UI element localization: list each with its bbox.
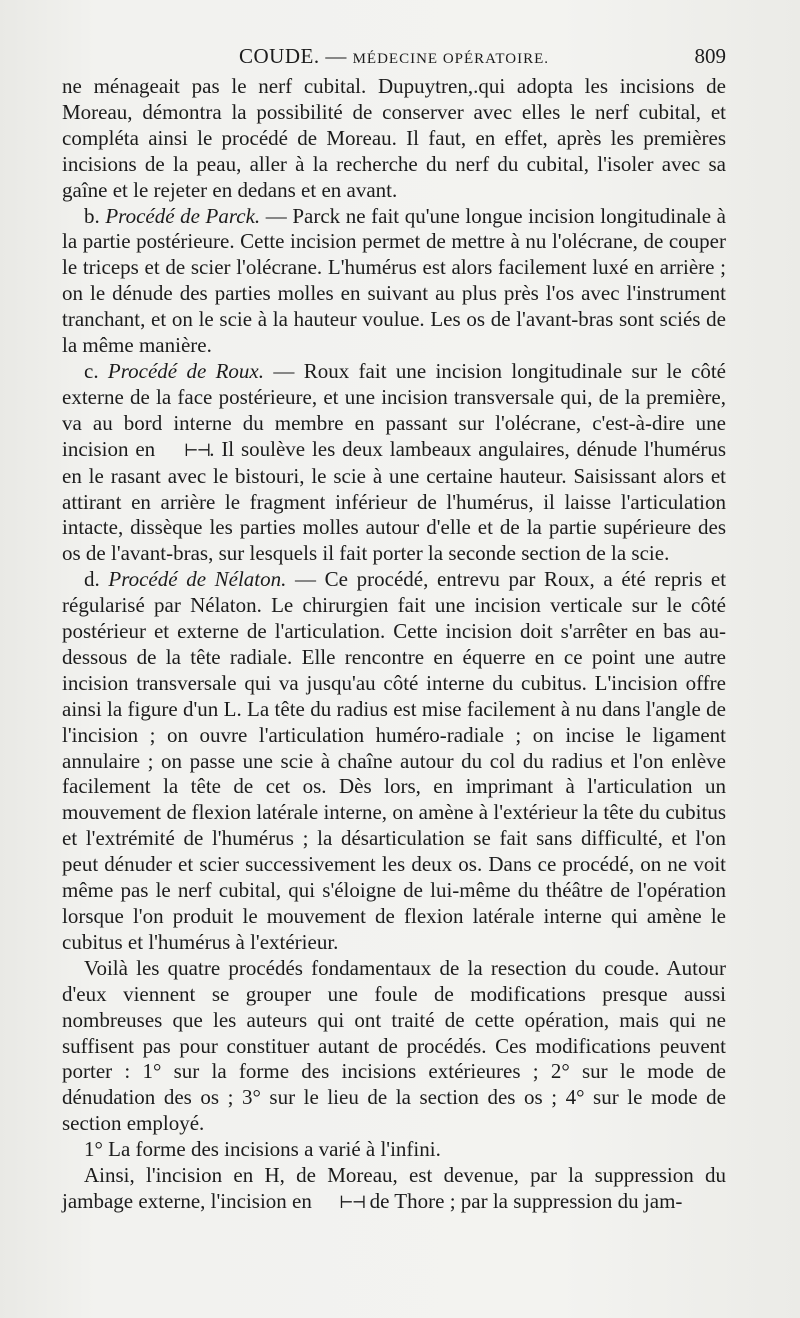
paragraph-lead: b. [84,203,100,228]
paragraph-text: Voilà les quatre procédés fondamentaux de la resection du coude. Autour d'eux viennent se grouper une foule de modifications presque aussi nombreuses que les auteurs qui ont traité de cette opération, mais qui ne suffisent pas pour constituer autant de procédés. Ces modifications peuvent porter : 1° sur la forme des incisions extérieures ; 2° sur le mode de dénudation des os ; 3° sur le lieu de la section des os ; 4° sur le mode de section employé. [62,955,726,1136]
paragraph-text: 1° La forme des incisions a varié à l'infini. [84,1137,441,1162]
paragraph-procede-nelaton [62,567,726,956]
paragraph-lead: c. [84,358,99,383]
paragraph-procede-roux [62,359,726,567]
body-text [62,74,726,1216]
running-title [62,44,726,69]
paragraph-text: ne ménageait pas le nerf cubital. Dupuytren,.qui adopta les incisions de Moreau, démontra la possibilité de conserver avec elles le nerf cubital, et compléta ainsi le procédé de Moreau. Il faut, en effet, après les premières incisions de la peau, aller à la recherche du nerf du cubital, l'isoler avec sa gaîne et le rejeter en dedans et en avant. [62,74,726,202]
paragraph-text: . Il soulève les deux lambeaux angulaires, dénude l'humérus en le rasant avec le bistouri, le scie à une certaine hauteur. Saisissant alors et attirant en arrière le fragment inférieur de l'humérus, il laisse l'articulation intacte, dissèque les parties molles autour d'elle et de la partie supérieure des os de l'avant-bras, sur lesquels il fait porter la seconde section de la scie. [62,436,726,566]
paragraph-point-one [62,1137,726,1163]
page-number: 809 [694,44,726,68]
paragraph-procede-parck [62,204,726,359]
paragraph-text: — Ce procédé, entrevu par Roux, a été repris et régularisé par Nélaton. Le chirurgien fait une incision verticale sur le côté postérieur et externe de l'articulation. Cette incision doit s'arrêter en bas au-dessous de la tête radiale. Elle rencontre en équerre en ce point une autre incision transversale qui va jusqu'au côté interne du cubitus. L'incision offre ainsi la figure d'un L. La tête du radius est mise facilement à nu dans l'angle de l'incision ; on ouvre l'articulation huméro-radiale ; on incise le ligament annulaire ; on passe une scie à chaîne autour du col du radius et l'on enlève facilement la tête de cet os. Dès lors, en imprimant à l'articulation un mouvement de flexion latérale interne, on amène à l'extérieur la tête du cubitus et l'extrémité de l'humérus ; la désarticulation se fait sans difficulté, et l'on peut dénuder et scier successivement les deux os. Dans ce procédé, on ne voit même pas le nerf cubital, qui s'éloigne de lui-même du théâtre de l'opération lorsque l'on produit le mouvement de flexion latérale interne qui amène le cubitus et l'humérus à l'extérieur. [62,567,727,954]
running-title-sub: MÉDECINE OPÉRATOIRE. [352,51,549,67]
paragraph-text: — Parck ne fait qu'une longue incision longitudinale à la partie postérieure. Cette incision permet de mettre à nu l'olécrane, de couper le triceps et de scier l'olécrane. L'humérus est alors facilement luxé en arrière ; on le dénude des parties molles en suivant au plus près l'os avec l'instrument tranchant, et on le scie à la hauteur voulue. Les os de l'avant-bras sont sciés de la même manière. [62,203,726,358]
paragraph-text: — Roux fait une incision longitudinale sur le côté externe de la face postérieure, et une incision transversale qui, de la première, va au bord interne du membre en passant sur l'olécrane, c'est-à-dire une incision en [62,358,727,461]
paragraph-heading: Procédé de Nélaton. [108,567,287,592]
paragraph-ainsi [62,1163,726,1216]
incision-shape-glyph: ⊢⊣ [183,440,210,460]
incision-shape-glyph: ⊢⊣ [339,1192,365,1212]
paragraph-text: de Thore ; par la suppression du jam- [369,1188,683,1213]
page-header [62,44,726,74]
paragraph-heading: Procédé de Roux. [107,358,265,383]
running-title-main: COUDE. — [239,44,347,68]
paragraph-summary [62,956,726,1137]
paragraph-lead: d. [84,567,100,592]
paragraph-text: Ainsi, l'incision en H, de Moreau, est devenue, par la suppression du jambage externe, l'incision en [62,1163,726,1213]
paragraph-heading: Procédé de Parck. [105,203,261,228]
paragraph-continuation [62,74,726,204]
